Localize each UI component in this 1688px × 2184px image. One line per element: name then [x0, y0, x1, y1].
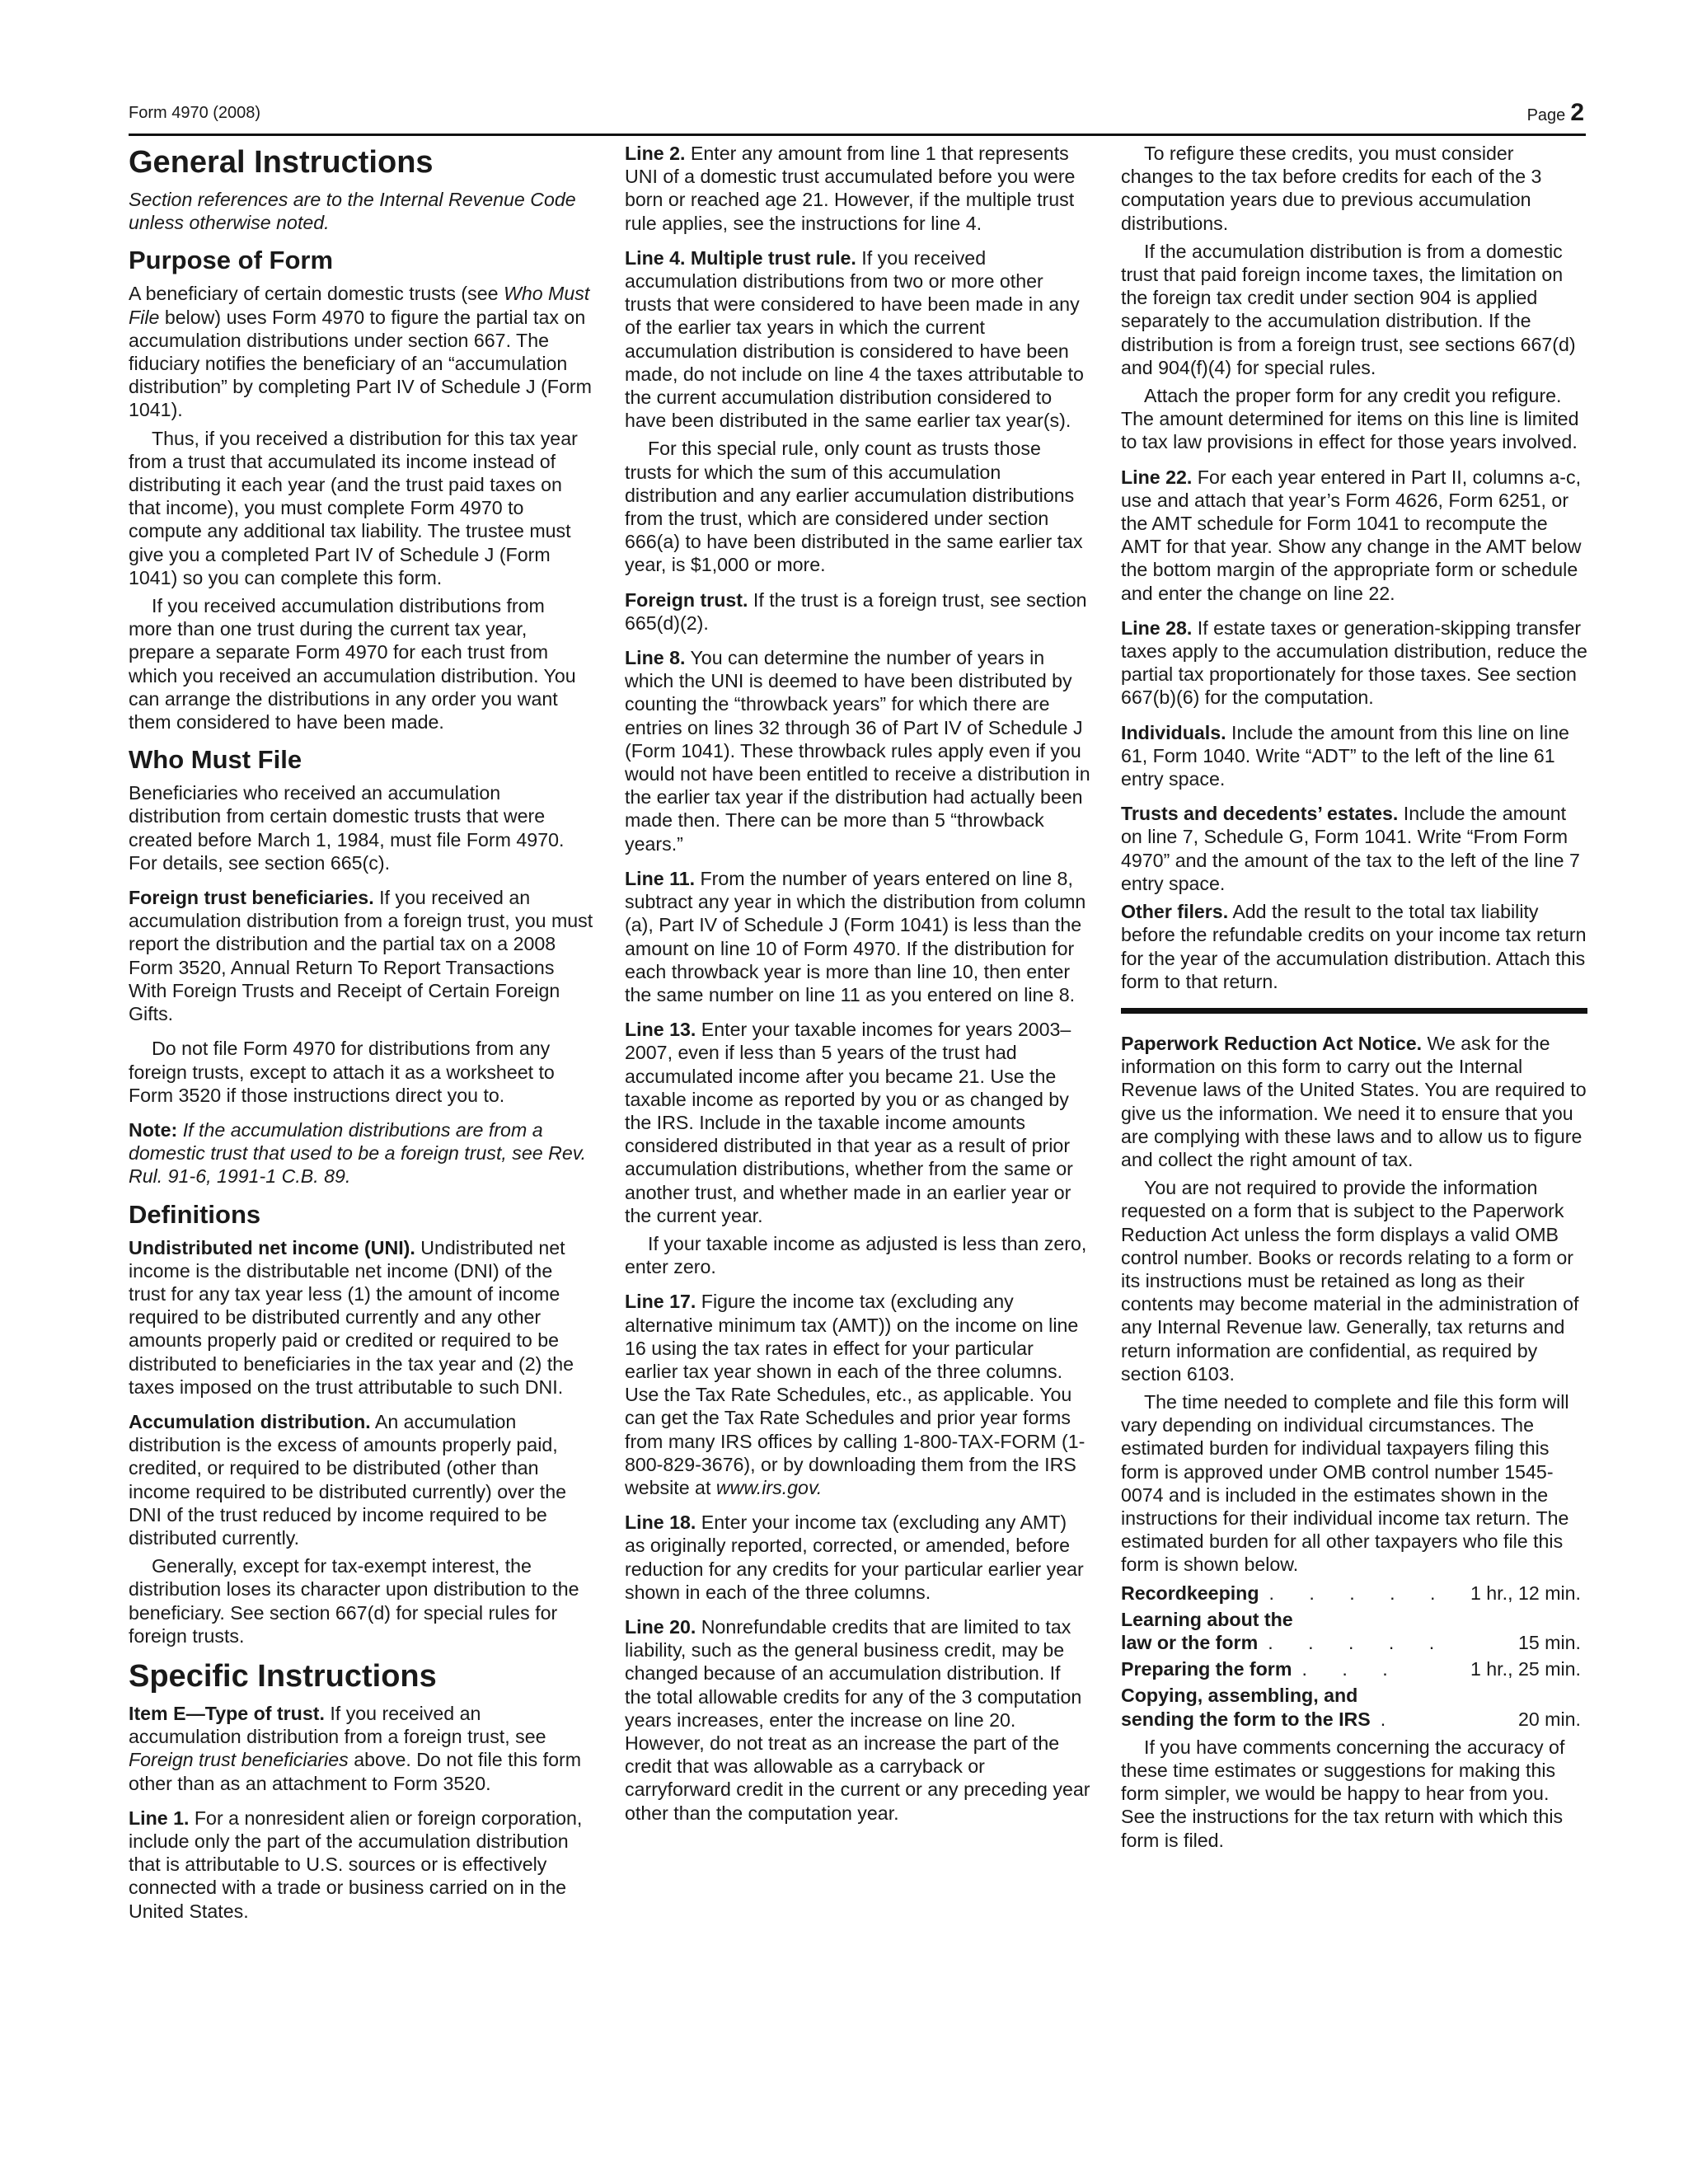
line-18-paragraph: Line 18. Enter your income tax (excluding any AMT) as originally reported, corrected, or amended, before reduction for any credits for your particular earlier year shown in each of the three columns. [625, 1511, 1084, 1603]
column-3 [1121, 142, 1587, 1857]
time-table-label: Preparing the form [1121, 1658, 1292, 1680]
line-20-paragraph: Line 20. Nonrefundable credits that are limited to tax liability, such as the general business credit, may be changed because of an accumulation distribution. If the total allowable credits for any of the 3 computation years increases, enter the increase on line 20. However, do not treat as an increase the part of the credit that was allowable as a carryback or carryforward credit in the current or any preceding year other than the computation year. [625, 1615, 1090, 1824]
line-28-paragraph: Line 28. If estate taxes or generation-skipping transfer taxes apply to the accumulation distribution, reduce the partial tax proportionately for those taxes. See section 667(b)(6) for the computation. [1121, 616, 1587, 709]
time-table-label: law or the form [1121, 1631, 1259, 1653]
line-2-paragraph: Line 2. Enter any amount from line 1 that represents UNI of a domestic trust accumulated before you were born or reached age 21. However, if the multiple trust rule applies, see the instructions for line 4. [625, 143, 1076, 234]
section-references: Section references are to the Internal Revenue Code unless otherwise noted. [129, 189, 576, 234]
line-1-paragraph: Line 1. For a nonresident alien or foreign corporation, include only the part of the accumulation distribution that is attributable to U.S. sources or is effectively connected with a trade or business carried on in the United States. [129, 1807, 583, 1922]
foreign-trust-paragraph: Do not file Form 4970 for distributions from any foreign trusts, except to attach it as a worksheet to Form 3520 if those instructions direct you to. [129, 1038, 555, 1106]
time-table-row [1121, 1582, 1587, 1605]
line-11-paragraph: Line 11. From the number of years entered on line 8, subtract any year in which the distribution from column (a), Part IV of Schedule J (Form 1041) is less than the amount on line 10 of Form 4970. If the distribution for each throwback year is more than line 10, then enter the same number on line 11 as you entered on line 8. [625, 867, 1086, 1005]
time-table-value: 1 hr., 12 min. [1470, 1582, 1581, 1604]
time-table-label: Recordkeeping [1121, 1582, 1259, 1604]
leader-dots: . . . . . [1268, 1631, 1450, 1653]
time-estimates-table [1121, 1582, 1587, 1731]
item-e-paragraph: Item E—Type of trust. If you received an accumulation distribution from a foreign trust, see Foreign trust beneficiaries above. Do not file this form other than as an attachment to Form 3520. [129, 1702, 582, 1794]
time-table-value: 20 min. [1517, 1708, 1581, 1730]
foreign-trust-paragraph: Foreign trust. If the trust is a foreign trust, see section 665(d)(2). [625, 588, 1087, 634]
purpose-paragraph: Thus, if you received a distribution for this tax year from a trust that accumulated its income instead of distributing it each year (and the trust paid taxes on that income), you must complete Form 4970 to compute any additional tax liability. The trustee must give you a completed Part IV of Schedule J (Form 1041) so you can complete this form. [129, 427, 578, 588]
trusts-estates-paragraph: Trusts and decedents’ estates. Include the amount on line 7, Schedule G, Form 1041. Write “From Form 4970” and the amount of the tax to the left of the line 7 entry space. [1121, 803, 1580, 894]
time-table-row [1121, 1684, 1587, 1730]
line-4-paragraph: Line 4. Multiple trust rule. If you received accumulation distributions from two or more other trusts that were considered to have been made in any of the earlier tax years in which the current accumulation distribution is considered to have been made, do not include on line 4 the taxes attributable to the current accumulation distribution considered to have been distributed in the same earlier tax year(s). [625, 246, 1084, 432]
line-13-paragraph: Line 13. Enter your taxable incomes for years 2003–2007, even if less than 5 years of the trust had accumulated income after you became 21. Use the taxable income as reported by you or as changed by the IRS. Include in the taxable income amounts considered distributed in that year as a result of prior accumulation distributions, whether from the same or another trust, and whether made in an earlier year or the current year. [625, 1019, 1073, 1226]
time-table-label: Learning about the [1121, 1608, 1293, 1630]
accumulation-paragraph: Generally, except for tax-exempt interest, the distribution loses its character upon distribution to the beneficiary. See section 667(d) for special rules for foreign trusts. [129, 1555, 579, 1647]
line-8-paragraph: Line 8. You can determine the number of years in which the UNI is deemed to have been distributed by counting the “throwback years” for which there are entries on lines 32 through 36 of Part IV of Schedule J (Form 1041). These throwback rules apply even if you would not have been entitled to receive a distribution in the earlier tax year if the distribution had actually been made then. There can be more than 5 “throwback years.” [625, 647, 1090, 855]
line-13-zero: If your taxable income as adjusted is less than zero, enter zero. [625, 1232, 1087, 1278]
page-header-form: Form 4970 (2008) [129, 104, 261, 122]
refigure-paragraph: To refigure these credits, you must consider changes to the tax before credits for each of the 3 computation years due to previous accumulation distributions. [1121, 143, 1542, 234]
column-2 [625, 142, 1091, 1830]
line-4-special-rule: For this special rule, only count as trusts those trusts for which the sum of this accumulation distribution and any earlier accumulation distributions from the trust, which are considered under section 666(a) to have been distributed in the same earlier tax year, is $1,000 or more. [625, 438, 1083, 576]
column-1 [129, 142, 593, 1928]
time-table-value: 1 hr., 25 min. [1470, 1658, 1581, 1680]
paperwork-paragraph: You are not required to provide the information requested on a form that is subject to the Paperwork Reduction Act unless the form displays a valid OMB control number. Books or records relating to a form or its instructions must be retained as long as their contents may become material in the administration of any Internal Revenue law. Generally, tax returns and return information are confidential, as required by section 6103. [1121, 1177, 1579, 1385]
who-must-file-title: Who Must File [129, 745, 302, 775]
refigure-paragraph: If the accumulation distribution is from a domestic trust that paid foreign income taxes, the limitation on the foreign tax credit under section 904 is applied separately to the accumulation distribution. If the distribution is from a foreign trust, see sections 667(d) and 904(f)(4) for special rules. [1121, 240, 1576, 378]
refigure-paragraph: Attach the proper form for any credit you refigure. The amount determined for items on this line is limited to tax law provisions in effect for those years involved. [1121, 385, 1579, 453]
other-filers-paragraph: Other filers. Add the result to the total tax liability before the refundable credits on your income tax return for the year of the accumulation distribution. Attach this form to that return. [1121, 901, 1587, 992]
definitions-title: Definitions [129, 1199, 261, 1229]
time-table-value: 15 min. [1517, 1631, 1581, 1653]
purpose-paragraph: If you received accumulation distributions from more than one trust during the current tax year, prepare a separate Form 4970 for each trust from which you received an accumulation distribution. You can arrange the distributions in any order you want them considered to have been made. [129, 595, 576, 733]
specific-instructions-title: Specific Instructions [129, 1658, 437, 1694]
comments-paragraph: If you have comments concerning the accuracy of these time estimates or suggestions for making this form simpler, we would be happy to hear from you. See the instructions for the tax return with which this form is filed. [1121, 1736, 1565, 1851]
who-must-file-paragraph: Beneficiaries who received an accumulation distribution from certain domestic trusts that were created before March 1, 1984, must file Form 4970. For details, see section 665(c). [129, 782, 565, 874]
time-table-row [1121, 1657, 1587, 1680]
leader-dots: . . . . . [1268, 1582, 1451, 1604]
header-rule [129, 134, 1586, 136]
line-22-paragraph: Line 22. For each year entered in Part II, columns a-c, use and attach that year’s Form 4626, Form 6251, or the AMT schedule for Form 1041 to recompute the AMT for that year. Show any change in the AMT below the bottom margin of the appropriate form or schedule and enter the change on line 22. [1121, 466, 1582, 604]
general-instructions-title: General Instructions [129, 145, 434, 180]
page-header-page: Page 2 [1526, 99, 1584, 126]
line-17-paragraph: Line 17. Figure the income tax (excluding any alternative minimum tax (AMT)) on the income on line 16 using the tax rates in effect for your particular earlier tax year shown in each of the three columns. Use the Tax Rate Schedules, etc., as applicable. You can get the Tax Rate Schedules and prior year forms from many IRS offices by calling 1-800-TAX-FORM (1-800-829-3676), or by downloading them from the IRS website at www.irs.gov. [625, 1291, 1085, 1498]
individuals-paragraph: Individuals. Include the amount from this line on line 61, Form 1040. Write “ADT” to the left of the line 61 entry space. [1121, 721, 1569, 790]
purpose-paragraph: A beneficiary of certain domestic trusts (see Who Must File below) uses Form 4970 to figure the partial tax on accumulation distributions under section 667. The fiduciary notifies the beneficiary of an “accumulation distribution” by completing Part IV of Schedule J (Form 1041). [129, 283, 592, 421]
section-divider [1121, 1008, 1587, 1014]
paperwork-notice-paragraph: Paperwork Reduction Act Notice. We ask for the information on this form to carry out the Internal Revenue laws of the United States. You are required to give us the information. We need it to ensure that you are complying with these laws and to allow us to figure and collect the right amount of tax. [1121, 1032, 1587, 1170]
uni-definition: Undistributed net income (UNI). Undistributed net income is the distributable net income (DNI) of the trust for any tax year less (1) the amount of income required to be distributed currently and any other amounts properly paid or credited or required to be distributed to beneficiaries in the tax year and (2) the taxes imposed on the trust attributable to such DNI. [129, 1236, 574, 1398]
time-table-label: Copying, assembling, and [1121, 1685, 1358, 1707]
foreign-trust-beneficiaries: Foreign trust beneficiaries. If you received an accumulation distribution from a foreign trust, you must report the distribution and the partial tax on a 2008 Form 3520, Annual Return To Report Transactions With Foreign Trusts and Receipt of Certain Foreign Gifts. [129, 887, 593, 1025]
burden-paragraph: The time needed to complete and file this form will vary depending on individual circumstances. The estimated burden for individual taxpayers filing this form is approved under OMB control number 1545-0074 and is included in the estimates shown in the instructions for their individual income tax return. The estimated burden for all other taxpayers who file this form is shown below. [1121, 1390, 1569, 1576]
leader-dots: . . . [1301, 1658, 1403, 1680]
purpose-title: Purpose of Form [129, 246, 334, 275]
time-table-label: sending the form to the IRS [1121, 1708, 1371, 1730]
time-table-row [1121, 1608, 1587, 1654]
leader-dots: . [1380, 1708, 1401, 1730]
note-paragraph: Note: If the accumulation distributions are from a domestic trust that used to be a foreign trust, see Rev. Rul. 91-6, 1991-1 C.B. 89. [129, 1118, 587, 1188]
accumulation-definition: Accumulation distribution. An accumulation distribution is the excess of amounts properly paid, credited, or required to be distributed (other than income required to be distributed currently) over the DNI of the trust reduced by income required to be distributed currently. [129, 1410, 567, 1549]
